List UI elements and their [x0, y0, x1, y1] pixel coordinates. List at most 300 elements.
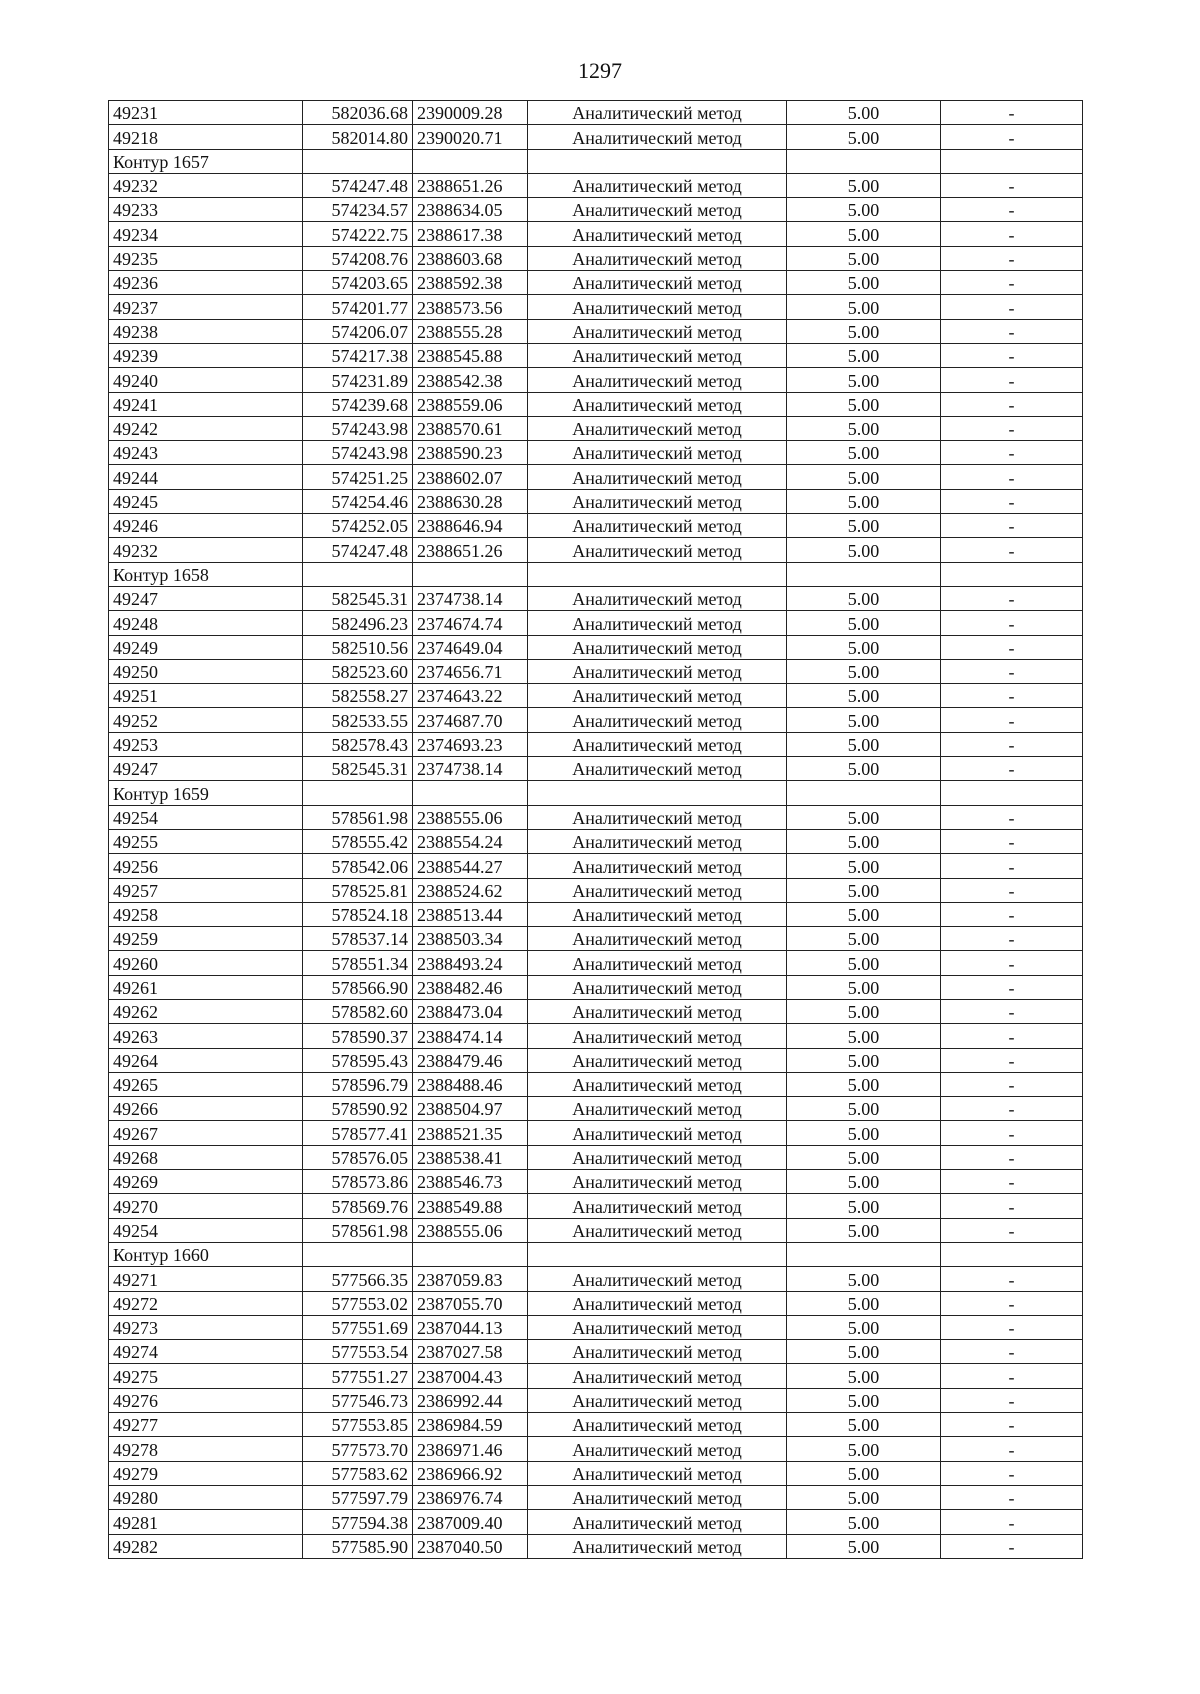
y-coordinate: 2388545.88 — [413, 343, 528, 367]
point-id: 49263 — [109, 1024, 303, 1048]
table-row — [109, 878, 1083, 902]
method: Аналитический метод — [528, 611, 787, 635]
method: Аналитический метод — [528, 805, 787, 829]
method: Аналитический метод — [528, 1170, 787, 1194]
method: Аналитический метод — [528, 173, 787, 197]
empty-cell — [787, 149, 941, 173]
method: Аналитический метод — [528, 1024, 787, 1048]
y-coordinate: 2388524.62 — [413, 878, 528, 902]
precision: 5.00 — [787, 392, 941, 416]
y-coordinate: 2388570.61 — [413, 416, 528, 440]
y-coordinate: 2387059.83 — [413, 1267, 528, 1291]
point-id: 49258 — [109, 902, 303, 926]
table-row — [109, 732, 1083, 756]
table-row — [109, 854, 1083, 878]
table-row — [109, 489, 1083, 513]
precision: 5.00 — [787, 1145, 941, 1169]
method: Аналитический метод — [528, 684, 787, 708]
point-id: 49232 — [109, 538, 303, 562]
precision: 5.00 — [787, 611, 941, 635]
precision: 5.00 — [787, 635, 941, 659]
point-id: 49260 — [109, 951, 303, 975]
method: Аналитический метод — [528, 902, 787, 926]
x-coordinate: 574254.46 — [303, 489, 413, 513]
y-coordinate: 2388634.05 — [413, 198, 528, 222]
precision: 5.00 — [787, 1072, 941, 1096]
table-row — [109, 1194, 1083, 1218]
description: - — [941, 246, 1083, 270]
x-coordinate: 578576.05 — [303, 1145, 413, 1169]
point-id: 49252 — [109, 708, 303, 732]
table-row — [109, 368, 1083, 392]
table-row — [109, 101, 1083, 125]
method: Аналитический метод — [528, 1218, 787, 1242]
x-coordinate: 582036.68 — [303, 101, 413, 125]
x-coordinate: 582558.27 — [303, 684, 413, 708]
y-coordinate: 2388602.07 — [413, 465, 528, 489]
table-row — [109, 586, 1083, 610]
x-coordinate: 578582.60 — [303, 999, 413, 1023]
precision: 5.00 — [787, 101, 941, 125]
description: - — [941, 392, 1083, 416]
description: - — [941, 1388, 1083, 1412]
point-id: 49247 — [109, 757, 303, 781]
y-coordinate: 2388573.56 — [413, 295, 528, 319]
point-id: 49231 — [109, 101, 303, 125]
empty-cell — [303, 781, 413, 805]
table-row — [109, 1145, 1083, 1169]
y-coordinate: 2387055.70 — [413, 1291, 528, 1315]
y-coordinate: 2374643.22 — [413, 684, 528, 708]
method: Аналитический метод — [528, 708, 787, 732]
x-coordinate: 574247.48 — [303, 173, 413, 197]
method: Аналитический метод — [528, 1291, 787, 1315]
method: Аналитический метод — [528, 927, 787, 951]
point-id: 49253 — [109, 732, 303, 756]
method: Аналитический метод — [528, 732, 787, 756]
method: Аналитический метод — [528, 1364, 787, 1388]
point-id: 49235 — [109, 246, 303, 270]
method: Аналитический метод — [528, 1072, 787, 1096]
description: - — [941, 1218, 1083, 1242]
description: - — [941, 343, 1083, 367]
description: - — [941, 805, 1083, 829]
x-coordinate: 582523.60 — [303, 659, 413, 683]
table-row — [109, 1413, 1083, 1437]
y-coordinate: 2388493.24 — [413, 951, 528, 975]
empty-cell — [413, 562, 528, 586]
precision: 5.00 — [787, 805, 941, 829]
description: - — [941, 222, 1083, 246]
precision: 5.00 — [787, 927, 941, 951]
precision: 5.00 — [787, 854, 941, 878]
table-row — [109, 441, 1083, 465]
precision: 5.00 — [787, 1437, 941, 1461]
y-coordinate: 2387009.40 — [413, 1510, 528, 1534]
x-coordinate: 578595.43 — [303, 1048, 413, 1072]
description: - — [941, 514, 1083, 538]
point-id: 49262 — [109, 999, 303, 1023]
point-id: 49271 — [109, 1267, 303, 1291]
contour-header-row — [109, 149, 1083, 173]
coordinates-table — [108, 100, 1083, 1559]
description: - — [941, 854, 1083, 878]
precision: 5.00 — [787, 538, 941, 562]
table-row — [109, 999, 1083, 1023]
contour-header-row — [109, 562, 1083, 586]
precision: 5.00 — [787, 1267, 941, 1291]
empty-cell — [413, 149, 528, 173]
table-row — [109, 271, 1083, 295]
y-coordinate: 2388555.06 — [413, 805, 528, 829]
point-id: 49268 — [109, 1145, 303, 1169]
method: Аналитический метод — [528, 829, 787, 853]
point-id: 49261 — [109, 975, 303, 999]
description: - — [941, 878, 1083, 902]
description: - — [941, 757, 1083, 781]
description: - — [941, 1145, 1083, 1169]
precision: 5.00 — [787, 1413, 941, 1437]
x-coordinate: 578569.76 — [303, 1194, 413, 1218]
empty-cell — [941, 1242, 1083, 1266]
point-id: 49257 — [109, 878, 303, 902]
table-row — [109, 246, 1083, 270]
method: Аналитический метод — [528, 295, 787, 319]
y-coordinate: 2388549.88 — [413, 1194, 528, 1218]
method: Аналитический метод — [528, 489, 787, 513]
x-coordinate: 577546.73 — [303, 1388, 413, 1412]
y-coordinate: 2388513.44 — [413, 902, 528, 926]
table-row — [109, 198, 1083, 222]
precision: 5.00 — [787, 416, 941, 440]
point-id: 49254 — [109, 805, 303, 829]
table-row — [109, 125, 1083, 149]
table-row — [109, 1072, 1083, 1096]
point-id: 49233 — [109, 198, 303, 222]
precision: 5.00 — [787, 1194, 941, 1218]
method: Аналитический метод — [528, 198, 787, 222]
precision: 5.00 — [787, 1291, 941, 1315]
precision: 5.00 — [787, 465, 941, 489]
description: - — [941, 173, 1083, 197]
y-coordinate: 2388488.46 — [413, 1072, 528, 1096]
description: - — [941, 829, 1083, 853]
y-coordinate: 2388651.26 — [413, 538, 528, 562]
method: Аналитический метод — [528, 586, 787, 610]
x-coordinate: 578551.34 — [303, 951, 413, 975]
precision: 5.00 — [787, 1121, 941, 1145]
empty-cell — [528, 1242, 787, 1266]
point-id: 49218 — [109, 125, 303, 149]
point-id: 49255 — [109, 829, 303, 853]
x-coordinate: 582545.31 — [303, 757, 413, 781]
x-coordinate: 574239.68 — [303, 392, 413, 416]
description: - — [941, 1364, 1083, 1388]
precision: 5.00 — [787, 368, 941, 392]
description: - — [941, 975, 1083, 999]
description: - — [941, 635, 1083, 659]
description: - — [941, 465, 1083, 489]
point-id: 49247 — [109, 586, 303, 610]
method: Аналитический метод — [528, 1485, 787, 1509]
y-coordinate: 2374656.71 — [413, 659, 528, 683]
method: Аналитический метод — [528, 1121, 787, 1145]
table-row — [109, 927, 1083, 951]
method: Аналитический метод — [528, 951, 787, 975]
point-id: 49251 — [109, 684, 303, 708]
x-coordinate: 577566.35 — [303, 1267, 413, 1291]
point-id: 49241 — [109, 392, 303, 416]
x-coordinate: 578525.81 — [303, 878, 413, 902]
x-coordinate: 574231.89 — [303, 368, 413, 392]
y-coordinate: 2388590.23 — [413, 441, 528, 465]
x-coordinate: 578577.41 — [303, 1121, 413, 1145]
precision: 5.00 — [787, 708, 941, 732]
y-coordinate: 2388538.41 — [413, 1145, 528, 1169]
contour-header-row — [109, 781, 1083, 805]
point-id: 49269 — [109, 1170, 303, 1194]
description: - — [941, 1315, 1083, 1339]
y-coordinate: 2388617.38 — [413, 222, 528, 246]
precision: 5.00 — [787, 1097, 941, 1121]
point-id: 49256 — [109, 854, 303, 878]
point-id: 49274 — [109, 1340, 303, 1364]
description: - — [941, 101, 1083, 125]
x-coordinate: 577553.54 — [303, 1340, 413, 1364]
precision: 5.00 — [787, 586, 941, 610]
x-coordinate: 578542.06 — [303, 854, 413, 878]
method: Аналитический метод — [528, 538, 787, 562]
x-coordinate: 578590.37 — [303, 1024, 413, 1048]
x-coordinate: 577597.79 — [303, 1485, 413, 1509]
contour-label: Контур 1657 — [109, 149, 303, 173]
point-id: 49254 — [109, 1218, 303, 1242]
method: Аналитический метод — [528, 1461, 787, 1485]
description: - — [941, 708, 1083, 732]
point-id: 49232 — [109, 173, 303, 197]
precision: 5.00 — [787, 1534, 941, 1558]
point-id: 49272 — [109, 1291, 303, 1315]
empty-cell — [787, 781, 941, 805]
x-coordinate: 582578.43 — [303, 732, 413, 756]
empty-cell — [941, 149, 1083, 173]
point-id: 49246 — [109, 514, 303, 538]
y-coordinate: 2388559.06 — [413, 392, 528, 416]
precision: 5.00 — [787, 246, 941, 270]
x-coordinate: 582510.56 — [303, 635, 413, 659]
empty-cell — [941, 562, 1083, 586]
description: - — [941, 538, 1083, 562]
x-coordinate: 578555.42 — [303, 829, 413, 853]
x-coordinate: 577573.70 — [303, 1437, 413, 1461]
x-coordinate: 577553.85 — [303, 1413, 413, 1437]
x-coordinate: 578566.90 — [303, 975, 413, 999]
contour-header-row — [109, 1242, 1083, 1266]
precision: 5.00 — [787, 343, 941, 367]
description: - — [941, 1510, 1083, 1534]
table-row — [109, 416, 1083, 440]
method: Аналитический метод — [528, 1267, 787, 1291]
y-coordinate: 2374687.70 — [413, 708, 528, 732]
description: - — [941, 586, 1083, 610]
method: Аналитический метод — [528, 878, 787, 902]
y-coordinate: 2387027.58 — [413, 1340, 528, 1364]
description: - — [941, 1340, 1083, 1364]
method: Аналитический метод — [528, 635, 787, 659]
description: - — [941, 1485, 1083, 1509]
y-coordinate: 2388542.38 — [413, 368, 528, 392]
empty-cell — [528, 149, 787, 173]
table-row — [109, 1461, 1083, 1485]
contour-label: Контур 1658 — [109, 562, 303, 586]
description: - — [941, 1072, 1083, 1096]
method: Аналитический метод — [528, 319, 787, 343]
table-row — [109, 1170, 1083, 1194]
table-row — [109, 392, 1083, 416]
table-row — [109, 343, 1083, 367]
table-row — [109, 465, 1083, 489]
description: - — [941, 198, 1083, 222]
description: - — [941, 951, 1083, 975]
method: Аналитический метод — [528, 1097, 787, 1121]
y-coordinate: 2374674.74 — [413, 611, 528, 635]
method: Аналитический метод — [528, 1340, 787, 1364]
method: Аналитический метод — [528, 246, 787, 270]
precision: 5.00 — [787, 1048, 941, 1072]
method: Аналитический метод — [528, 1413, 787, 1437]
precision: 5.00 — [787, 319, 941, 343]
description: - — [941, 732, 1083, 756]
table-row — [109, 611, 1083, 635]
precision: 5.00 — [787, 757, 941, 781]
method: Аналитический метод — [528, 975, 787, 999]
point-id: 49250 — [109, 659, 303, 683]
table-row — [109, 1267, 1083, 1291]
y-coordinate: 2388544.27 — [413, 854, 528, 878]
x-coordinate: 577585.90 — [303, 1534, 413, 1558]
x-coordinate: 574206.07 — [303, 319, 413, 343]
precision: 5.00 — [787, 1340, 941, 1364]
description: - — [941, 1170, 1083, 1194]
description: - — [941, 927, 1083, 951]
method: Аналитический метод — [528, 1145, 787, 1169]
precision: 5.00 — [787, 1218, 941, 1242]
method: Аналитический метод — [528, 999, 787, 1023]
y-coordinate: 2388473.04 — [413, 999, 528, 1023]
precision: 5.00 — [787, 1461, 941, 1485]
y-coordinate: 2390009.28 — [413, 101, 528, 125]
precision: 5.00 — [787, 1388, 941, 1412]
point-id: 49273 — [109, 1315, 303, 1339]
y-coordinate: 2388555.06 — [413, 1218, 528, 1242]
x-coordinate: 574217.38 — [303, 343, 413, 367]
x-coordinate: 582496.23 — [303, 611, 413, 635]
y-coordinate: 2386984.59 — [413, 1413, 528, 1437]
y-coordinate: 2388603.68 — [413, 246, 528, 270]
empty-cell — [303, 1242, 413, 1266]
x-coordinate: 578596.79 — [303, 1072, 413, 1096]
empty-cell — [413, 1242, 528, 1266]
description: - — [941, 489, 1083, 513]
precision: 5.00 — [787, 441, 941, 465]
x-coordinate: 574251.25 — [303, 465, 413, 489]
method: Аналитический метод — [528, 271, 787, 295]
description: - — [941, 902, 1083, 926]
x-coordinate: 578590.92 — [303, 1097, 413, 1121]
precision: 5.00 — [787, 1510, 941, 1534]
description: - — [941, 999, 1083, 1023]
table-row — [109, 222, 1083, 246]
x-coordinate: 577594.38 — [303, 1510, 413, 1534]
precision: 5.00 — [787, 173, 941, 197]
empty-cell — [787, 562, 941, 586]
precision: 5.00 — [787, 975, 941, 999]
y-coordinate: 2374738.14 — [413, 757, 528, 781]
method: Аналитический метод — [528, 757, 787, 781]
description: - — [941, 1024, 1083, 1048]
description: - — [941, 1121, 1083, 1145]
table-row — [109, 902, 1083, 926]
method: Аналитический метод — [528, 101, 787, 125]
empty-cell — [303, 149, 413, 173]
table-row — [109, 319, 1083, 343]
method: Аналитический метод — [528, 416, 787, 440]
precision: 5.00 — [787, 829, 941, 853]
y-coordinate: 2388646.94 — [413, 514, 528, 538]
table-row — [109, 1364, 1083, 1388]
description: - — [941, 684, 1083, 708]
method: Аналитический метод — [528, 1510, 787, 1534]
precision: 5.00 — [787, 1024, 941, 1048]
table-row — [109, 1485, 1083, 1509]
description: - — [941, 1267, 1083, 1291]
precision: 5.00 — [787, 271, 941, 295]
point-id: 49278 — [109, 1437, 303, 1461]
description: - — [941, 1461, 1083, 1485]
precision: 5.00 — [787, 125, 941, 149]
precision: 5.00 — [787, 514, 941, 538]
table-row — [109, 975, 1083, 999]
point-id: 49266 — [109, 1097, 303, 1121]
point-id: 49248 — [109, 611, 303, 635]
method: Аналитический метод — [528, 1534, 787, 1558]
table-row — [109, 1218, 1083, 1242]
description: - — [941, 1291, 1083, 1315]
x-coordinate: 582014.80 — [303, 125, 413, 149]
x-coordinate: 574208.76 — [303, 246, 413, 270]
y-coordinate: 2388554.24 — [413, 829, 528, 853]
table-row — [109, 684, 1083, 708]
table-row — [109, 173, 1083, 197]
point-id: 49240 — [109, 368, 303, 392]
table-row — [109, 514, 1083, 538]
description: - — [941, 1437, 1083, 1461]
y-coordinate: 2386976.74 — [413, 1485, 528, 1509]
table-row — [109, 1534, 1083, 1558]
table-row — [109, 1024, 1083, 1048]
precision: 5.00 — [787, 951, 941, 975]
y-coordinate: 2388482.46 — [413, 975, 528, 999]
point-id: 49275 — [109, 1364, 303, 1388]
precision: 5.00 — [787, 999, 941, 1023]
table-row — [109, 1315, 1083, 1339]
y-coordinate: 2386966.92 — [413, 1461, 528, 1485]
precision: 5.00 — [787, 1364, 941, 1388]
x-coordinate: 578524.18 — [303, 902, 413, 926]
empty-cell — [303, 562, 413, 586]
method: Аналитический метод — [528, 222, 787, 246]
x-coordinate: 574252.05 — [303, 514, 413, 538]
